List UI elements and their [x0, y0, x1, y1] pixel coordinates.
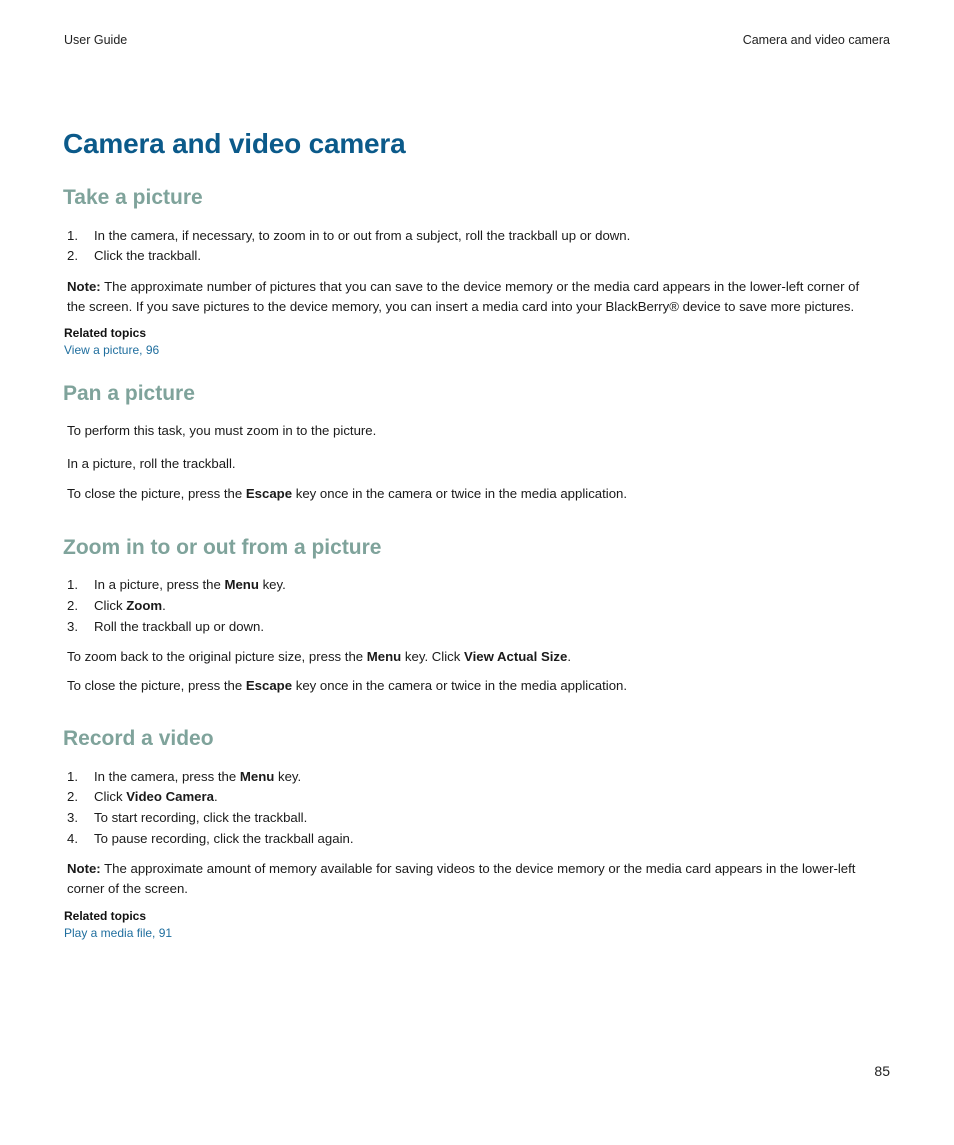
section-heading-take-picture: Take a picture	[63, 186, 203, 209]
key-name: Escape	[245, 678, 293, 693]
list-item	[67, 829, 354, 849]
note-text-line2: the screen. If you save pictures to the device memory, you can insert a media card into your BlackBerry® device to save more pictures.	[67, 299, 855, 314]
list-item	[67, 575, 286, 595]
list-item	[67, 226, 630, 246]
section-heading-record-video: Record a video	[63, 727, 214, 750]
step-text: Click the trackball.	[94, 248, 202, 263]
list-item	[67, 617, 264, 637]
related-topic-link[interactable]: Play a media file, 91	[64, 926, 173, 940]
text-run: key once in the camera or twice in the media application.	[292, 678, 628, 693]
text-run: .	[162, 598, 166, 613]
note-text-line2: corner of the screen.	[67, 881, 188, 896]
key-name: Escape	[245, 486, 293, 501]
step-number: 4.	[67, 831, 78, 846]
list-item	[67, 767, 301, 787]
step-text: To pause recording, click the trackball again.	[94, 831, 354, 846]
text-run: In a picture, press the	[94, 577, 225, 592]
note-text-line1: The approximate number of pictures that you can save to the device memory or the media card appears in the lower-left corner of	[100, 279, 860, 294]
text-run: .	[213, 789, 218, 804]
text-run: key. Click	[401, 649, 465, 664]
list-item	[67, 596, 166, 616]
text-run: Click	[94, 598, 127, 613]
key-name: Menu	[239, 769, 275, 784]
text-run: To close the picture, press the	[67, 486, 246, 501]
text-run: .	[567, 649, 572, 664]
paragraph	[67, 484, 897, 504]
related-topics-label: Related topics	[64, 909, 147, 923]
text-run: key.	[258, 577, 286, 592]
note-paragraph	[67, 859, 897, 899]
related-topics-label: Related topics	[64, 326, 147, 340]
note-text-line1: The approximate amount of memory available for saving videos to the device memory or the media card appears in the lower-left	[100, 861, 856, 876]
note-label: Note:	[67, 279, 101, 294]
step-number: 2.	[67, 248, 78, 263]
key-name: Menu	[366, 649, 402, 664]
note-label: Note:	[67, 861, 101, 876]
text-run: Click	[94, 789, 127, 804]
step-number: 1.	[67, 228, 78, 243]
step-number: 2.	[67, 789, 78, 804]
running-header-left: User Guide	[64, 33, 128, 47]
page-number: 85	[874, 1063, 890, 1079]
paragraph: In a picture, roll the trackball.	[67, 456, 236, 471]
section-heading-zoom-picture: Zoom in to or out from a picture	[63, 536, 382, 559]
running-header-right: Camera and video camera	[742, 33, 890, 47]
step-number: 3.	[67, 619, 78, 634]
step-number: 1.	[67, 769, 78, 784]
menu-item-name: Zoom	[126, 598, 163, 613]
note-paragraph	[67, 277, 897, 317]
list-item	[67, 787, 218, 807]
text-run: key once in the camera or twice in the media application.	[292, 486, 628, 501]
step-text: Roll the trackball up or down.	[94, 619, 265, 634]
text-run: To zoom back to the original picture size, press the	[67, 649, 367, 664]
key-name: Menu	[224, 577, 259, 592]
chapter-title: Camera and video camera	[63, 128, 406, 159]
paragraph	[67, 676, 897, 696]
text-run: key.	[274, 769, 302, 784]
list-item	[67, 808, 307, 828]
section-heading-pan-picture: Pan a picture	[63, 382, 195, 405]
text-run: To close the picture, press the	[67, 678, 246, 693]
paragraph	[67, 647, 897, 667]
step-number: 1.	[67, 577, 78, 592]
step-text: To start recording, click the trackball.	[94, 810, 308, 825]
paragraph: To perform this task, you must zoom in to the picture.	[67, 423, 377, 438]
related-topic-link[interactable]: View a picture, 96	[64, 343, 160, 357]
menu-item-name: View Actual Size	[464, 649, 568, 664]
menu-item-name: Video Camera	[126, 789, 214, 804]
text-run: In the camera, press the	[94, 769, 240, 784]
step-number: 3.	[67, 810, 78, 825]
list-item	[67, 246, 201, 266]
step-text: In the camera, if necessary, to zoom in to or out from a subject, roll the trackball up or down.	[94, 228, 631, 243]
step-number: 2.	[67, 598, 78, 613]
